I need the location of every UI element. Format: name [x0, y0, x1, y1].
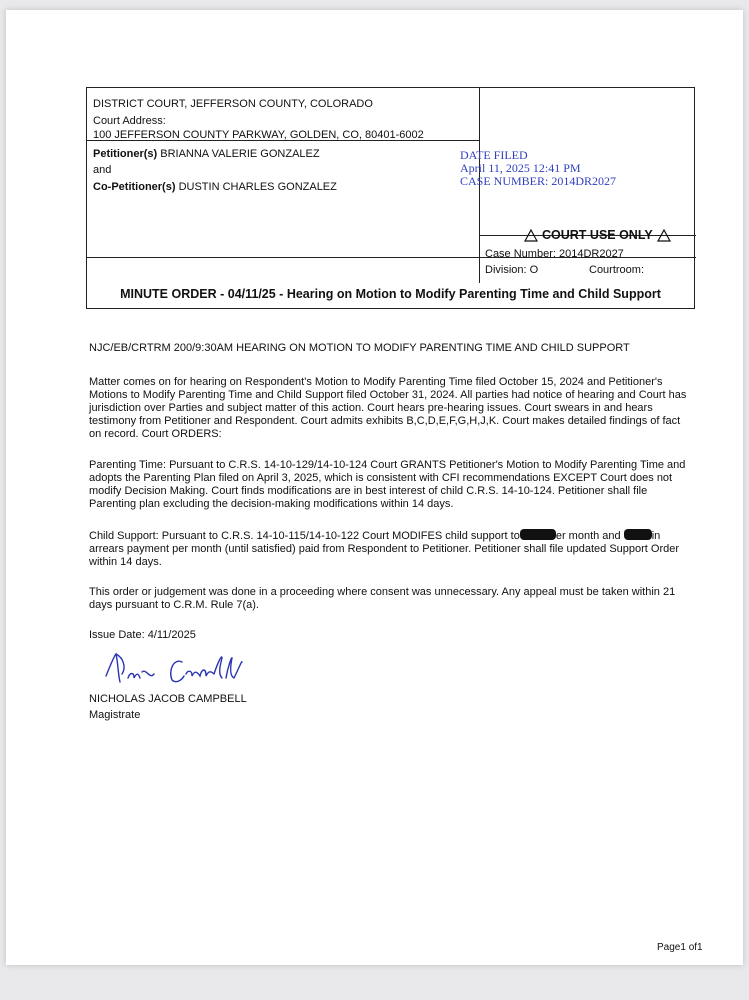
order-title: MINUTE ORDER - 04/11/25 - Hearing on Motion to Modify Parenting Time and Child Support [120, 287, 661, 301]
petitioner-label: Petitioner(s) [93, 148, 158, 160]
child-support-text-a: Child Support: Pursuant to C.R.S. 14-10-115/14-10-122 Court MODIFES child support to [89, 530, 520, 542]
petitioner-name: BRIANNA VALERIE GONZALEZ [160, 148, 320, 160]
hearing-line: NJC/EB/CRTRM 200/9:30AM HEARING ON MOTION TO MODIFY PARENTING TIME AND CHILD SUPPORT [89, 342, 630, 354]
division: Division: O [485, 264, 539, 276]
warning-triangle-icon [657, 229, 671, 242]
court-address: 100 JEFFERSON COUNTY PARKWAY, GOLDEN, CO, 80401-6002 [93, 129, 424, 141]
paragraph-parenting-time: Parenting Time: Pursuant to C.R.S. 14-10-129/14-10-124 Court GRANTS Petitioner's Motion to Modify Parenting Time and adopts the Parenting Plan filed on April 3, 2025, which is consistent with CFI recommendations EXCEPT Court does not modify Decision Making. Court finds modifications are in best interest of child C.R.S. 14-10-124. Petitioner shall file Parenting plan excluding the decision-making modifications within 14 days. [89, 459, 686, 510]
courtroom: Courtroom: [589, 264, 645, 276]
page-number: Page1 of1 [657, 942, 703, 953]
warning-triangle-icon [524, 229, 538, 242]
copetitioner-name: DUSTIN CHARLES GONZALEZ [178, 181, 337, 193]
paragraph-child-support [89, 529, 694, 569]
child-support-text-b: er month and [555, 530, 621, 542]
issue-date: Issue Date: 4/11/2025 [89, 629, 196, 641]
and-text: and [93, 164, 112, 176]
copetitioner-label: Co-Petitioner(s) [93, 181, 176, 193]
court-use-only [524, 228, 671, 242]
court-address-label: Court Address: [93, 115, 166, 127]
redaction-mark [624, 529, 652, 540]
paragraph-matter: Matter comes on for hearing on Respondent's Motion to Modify Parenting Time filed October 15, 2024 and Petitioner's Motions to Modify Parenting Time and Child Support filed October 31, 2024. All parties had notice of hearing and Court has jurisdiction over Parties and subject matter of this action. Court hears pre-hearing issues. Court swears in and hears testimony from Petitioner and Respondent. Court admits exhibits B,C,D,E,F,G,H,J,K. Court makes detailed findings of fact on record. Court ORDERS: [89, 376, 687, 440]
paragraph-appeal: This order or judgement was done in a proceeding where consent was unnecessary. Any appeal must be taken within 21 days pursuant to C.R.M. Rule 7(a). [89, 586, 676, 611]
court-use-only-label: COURT USE ONLY [542, 228, 653, 242]
signer-title: Magistrate [89, 709, 141, 721]
court-name: DISTRICT COURT, JEFFERSON COUNTY, COLORADO [93, 98, 373, 110]
filing-stamp-line2: April 11, 2025 12:41 PM [460, 161, 581, 175]
filing-stamp-line3: CASE NUMBER: 2014DR2027 [460, 174, 617, 188]
case-number: Case Number: 2014DR2027 [485, 248, 624, 260]
child-support-text-c: in arrears payment per month (until satisfied) paid from Respondent to Petitioner. Petitioner shall file updated Support Order within 14 days. [89, 530, 680, 568]
petitioner-line [93, 148, 320, 161]
redaction-mark [520, 529, 556, 540]
filing-stamp-line1: DATE FILED [460, 148, 528, 162]
copetitioner-line [93, 181, 337, 194]
signer-name: NICHOLAS JACOB CAMPBELL [89, 693, 247, 705]
magistrate-signature [96, 648, 256, 690]
caption-box [86, 87, 695, 309]
